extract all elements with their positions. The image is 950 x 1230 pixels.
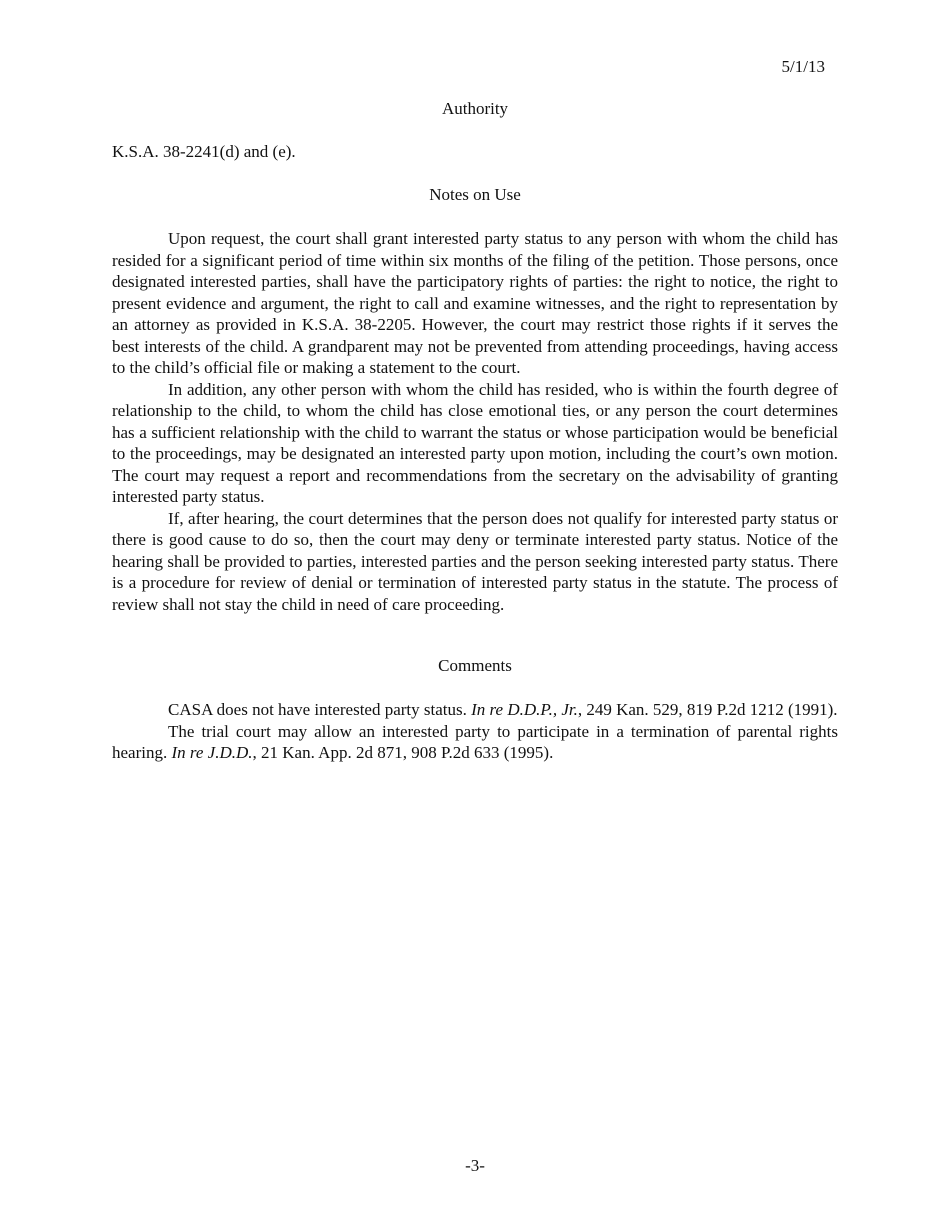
comment-paragraph-2 xyxy=(112,721,838,764)
notes-on-use-section xyxy=(112,228,838,615)
comment-1-citation: , 249 Kan. 529, 819 P.2d 1212 (1991). xyxy=(577,700,838,719)
comment-1-text: CASA does not have interested party status. xyxy=(168,700,472,719)
comment-2-case-name: In re J.D.D. xyxy=(171,743,253,762)
comment-paragraph-1 xyxy=(112,699,838,721)
notes-paragraph-3: If, after hearing, the court determines that the person does not qualify for interested party status or there is good cause to do so, then the court may deny or terminate interested party status. Notice of the hearing shall be provided to parties, interested parties and the person seeking interested party status. There is a procedure for review of denial or termination of interested party status in the statute. The process of review shall not stay the child in need of care proceeding. xyxy=(112,508,838,614)
page-number: -3- xyxy=(465,1156,485,1175)
comment-2-citation: , 21 Kan. App. 2d 871, 908 P.2d 633 (1995). xyxy=(252,743,554,762)
comments-section xyxy=(112,699,838,764)
notes-paragraph-1: Upon request, the court shall grant interested party status to any person with whom the child has resided for a significant period of time within six months of the filing of the petition. Those persons, once designated interested parties, shall have the participatory rights of parties: the right to notice, the right to present evidence and argument, the right to call and examine witnesses, and the right to representation by an attorney as provided in K.S.A. 38-2205. However, the court may restrict those rights if it serves the best interests of the child. A grandparent may not be prevented from attending proceedings, having access to the child’s official file or making a statement to the court. xyxy=(112,229,838,377)
authority-heading: Authority xyxy=(441,99,509,118)
comments-heading: Comments xyxy=(438,656,512,675)
authority-citation: K.S.A. 38-2241(d) and (e). xyxy=(112,142,296,161)
comment-1-case-name: In re D.D.P., Jr. xyxy=(471,700,578,719)
document-page xyxy=(112,0,838,1230)
revision-date: 5/1/13 xyxy=(781,57,825,76)
comment-2-text: The trial court may allow an interested party to participate in a termination of parental rights hearing. xyxy=(112,721,838,762)
notes-paragraph-2: In addition, any other person with whom the child has resided, who is within the fourth degree of relationship to the child, to whom the child has close emotional ties, or any person the court determines has a sufficient relationship with the child to warrant the status or whose participation would be beneficial to the proceedings, may be designated an interested party upon motion, including the court’s own motion. The court may request a report and recommendations from the secretary on the advisability of granting interested party status. xyxy=(112,379,838,506)
notes-on-use-heading: Notes on Use xyxy=(429,185,521,204)
